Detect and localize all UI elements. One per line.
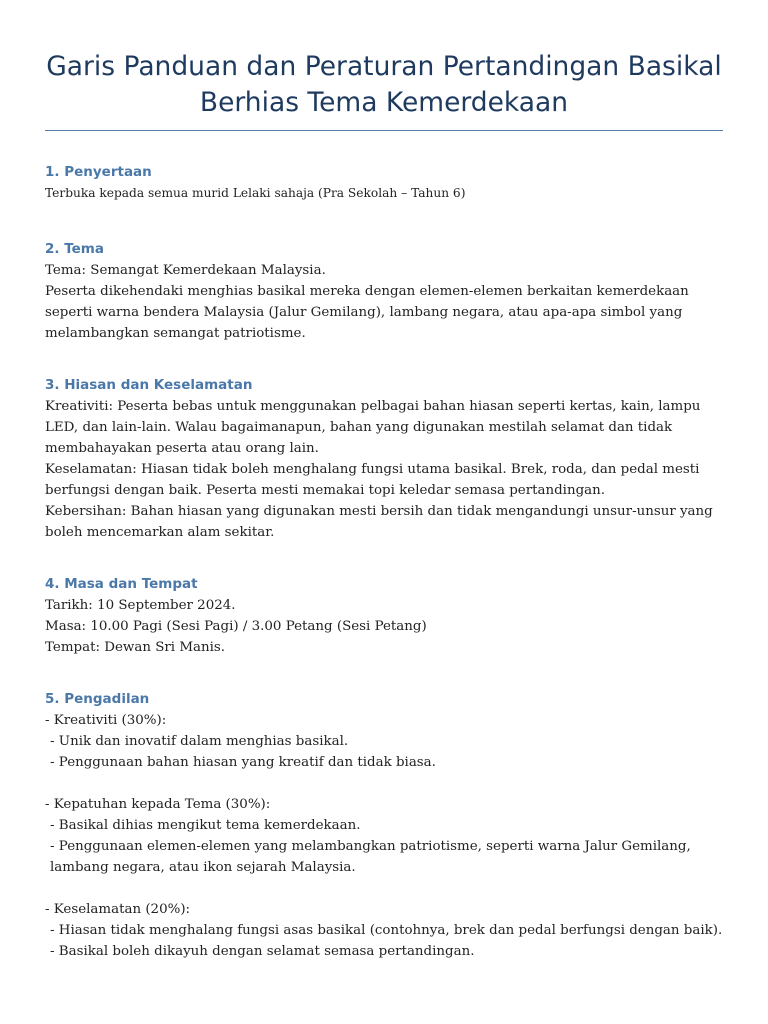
criterion-item: - Penggunaan bahan hiasan yang kreatif dan tidak biasa. bbox=[50, 755, 436, 770]
criterion-title: - Kepatuhan kepada Tema (30%): bbox=[45, 797, 271, 812]
criterion-title: - Keselamatan (20%): bbox=[45, 902, 191, 917]
section-text: Kreativiti: Peserta bebas untuk menggunakan pelbagai bahan hiasan seperti kertas, kain, lampu LED, dan lain-lain. Walau bagaimanapun, bahan yang digunakan mestilah selamat dan tidak membahayakan peserta atau orang lain. bbox=[45, 399, 701, 456]
section-text: Terbuka kepada semua murid Lelaki sahaja (Pra Sekolah – Tahun 6) bbox=[45, 186, 466, 200]
document-title bbox=[45, 49, 723, 121]
section-heading-tema: 2. Tema bbox=[45, 241, 104, 257]
section-text: Tema: Semangat Kemerdekaan Malaysia. bbox=[45, 263, 326, 278]
document-title-line-1: Garis Panduan dan Peraturan Pertandingan Basikal bbox=[46, 51, 722, 82]
criterion-item: - Penggunaan elemen-elemen yang melambangkan patriotisme, seperti warna Jalur Gemilang, lambang negara, atau ikon sejarah Malaysia. bbox=[50, 839, 691, 875]
criterion-item: - Hiasan tidak menghalang fungsi asas basikal (contohnya, brek dan pedal berfungsi dengan baik). bbox=[50, 923, 723, 938]
document-title-line-2: Berhias Tema Kemerdekaan bbox=[199, 87, 569, 118]
section-text: Tempat: Dewan Sri Manis. bbox=[45, 640, 226, 655]
criterion-group bbox=[45, 794, 723, 878]
section-heading-hiasan-keselamatan: 3. Hiasan dan Keselamatan bbox=[45, 377, 253, 393]
criterion-item: - Basikal boleh dikayuh dengan selamat semasa pertandingan. bbox=[50, 944, 475, 959]
section-masa-tempat bbox=[45, 574, 723, 658]
section-penyertaan bbox=[45, 162, 723, 204]
section-heading-pengadilan: 5. Pengadilan bbox=[45, 691, 150, 707]
criterion-item: - Unik dan inovatif dalam menghias basikal. bbox=[50, 734, 349, 749]
section-text: Keselamatan: Hiasan tidak boleh menghalang fungsi utama basikal. Brek, roda, dan pedal mesti berfungsi dengan baik. Peserta mesti memakai topi keledar semasa pertandingan. bbox=[45, 462, 700, 498]
criterion-title: - Kreativiti (30%): bbox=[45, 713, 167, 728]
section-hiasan-keselamatan bbox=[45, 375, 723, 543]
criterion-group bbox=[45, 710, 723, 773]
document-page bbox=[45, 0, 723, 962]
title-divider bbox=[45, 130, 723, 131]
section-tema bbox=[45, 239, 723, 344]
section-pengadilan bbox=[45, 689, 723, 962]
section-heading-penyertaan: 1. Penyertaan bbox=[45, 164, 152, 180]
section-text: Peserta dikehendaki menghias basikal mereka dengan elemen-elemen berkaitan kemerdekaan seperti warna bendera Malaysia (Jalur Gemilang), lambang negara, atau apa-apa simbol yang melambangkan semangat patriotisme. bbox=[45, 284, 689, 341]
criterion-item: - Basikal dihias mengikut tema kemerdekaan. bbox=[50, 818, 361, 833]
section-text: Masa: 10.00 Pagi (Sesi Pagi) / 3.00 Petang (Sesi Petang) bbox=[45, 619, 427, 634]
section-text: Tarikh: 10 September 2024. bbox=[45, 598, 236, 613]
section-heading-masa-tempat: 4. Masa dan Tempat bbox=[45, 576, 198, 592]
criterion-group bbox=[45, 899, 723, 962]
section-text: Kebersihan: Bahan hiasan yang digunakan mesti bersih dan tidak mengandungi unsur-unsur yang boleh mencemarkan alam sekitar. bbox=[45, 504, 713, 540]
